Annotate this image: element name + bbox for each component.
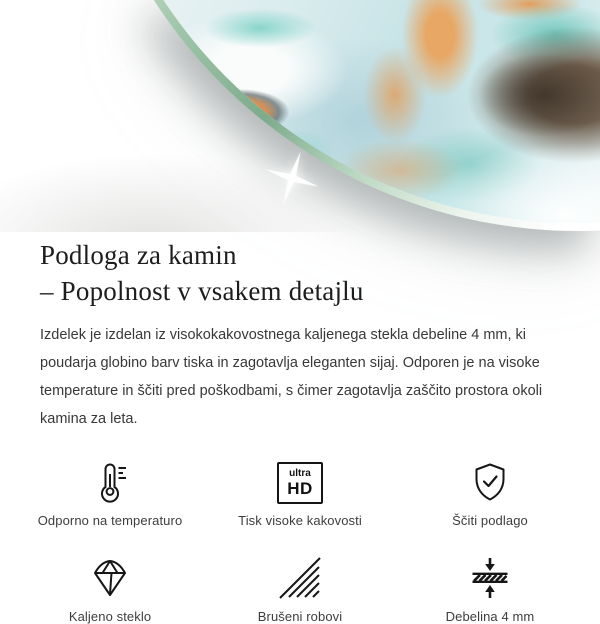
page-title-line2: – Popolnost v vsakem detajlu (40, 275, 364, 306)
beveled-edges-icon (278, 556, 322, 600)
feature-polished-edges (205, 554, 395, 624)
feature-label: Ščiti podlago (452, 512, 528, 528)
thermometer-icon (88, 460, 132, 504)
feature-label: Tisk visoke kakovosti (238, 512, 362, 528)
features-grid (0, 458, 600, 624)
feature-label: Debelina 4 mm (445, 608, 535, 624)
diamond-icon (88, 556, 132, 600)
product-description: Izdelek je izdelan iz visokokakovostnega kaljenega stekla debeline 4 mm, ki poudarja globino barv tiska in zagotavlja eleganten sijaj. Odporen je na visoke temperature in ščiti pred poškodbami, s čimer zagotavlja zaščito prostora okoli kamina za leta. (40, 327, 543, 427)
feature-label: Odporno na temperaturo (37, 512, 183, 528)
product-image (0, 0, 600, 232)
feature-print-quality (205, 458, 395, 528)
thickness-icon (468, 556, 512, 600)
feature-temperature-resistant (15, 458, 205, 528)
shield-check-icon (468, 460, 512, 504)
feature-label: Brušeni robovi (257, 608, 343, 624)
page-title (40, 238, 560, 309)
feature-thickness (395, 554, 585, 624)
ultra-hd-icon-text-top: ultra (289, 467, 311, 479)
ultra-hd-icon-text-bottom: HD (287, 478, 313, 498)
feature-label: Kaljeno steklo (68, 608, 152, 624)
ultra-hd-icon (277, 462, 323, 504)
feature-protects-surface (395, 458, 585, 528)
feature-tempered-glass (15, 554, 205, 624)
page-title-line1: Podloga za kamin (40, 240, 237, 270)
